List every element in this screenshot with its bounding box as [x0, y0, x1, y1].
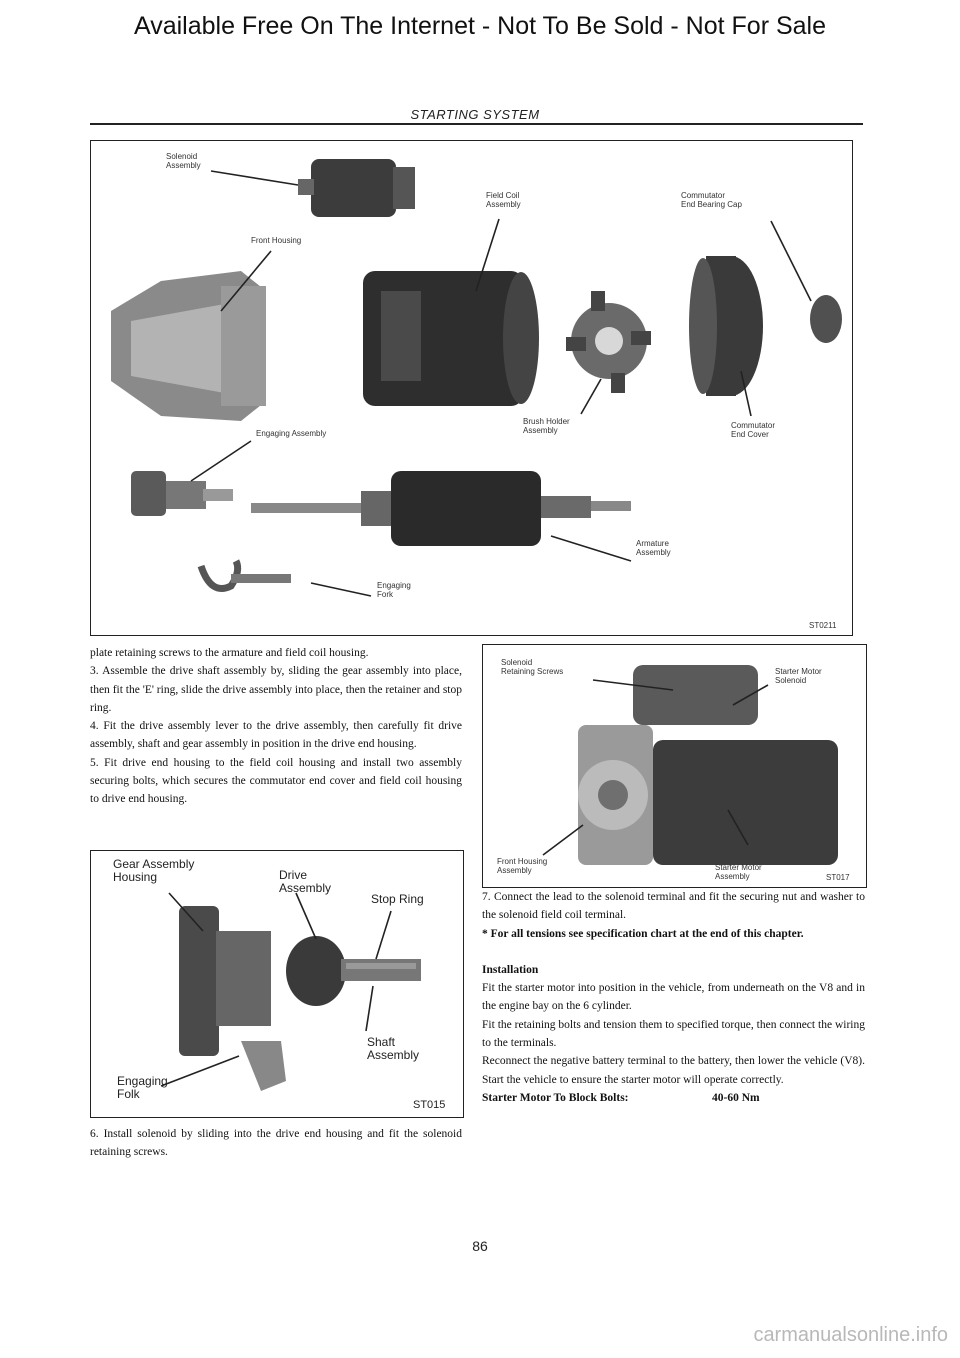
commutator-end-cover-image [689, 256, 763, 396]
install-step-2: Fit the retaining bolts and tension them to specified torque, then connect the wiring to the terminals. [482, 1018, 865, 1050]
exploded-starter-figure [90, 140, 853, 636]
label-field-coil-assembly: Field Coil Assembly [486, 191, 521, 209]
figure-code: ST017 [826, 873, 850, 882]
torque-spec-row [482, 1089, 865, 1107]
starter-motor-figure [482, 644, 867, 888]
label-drive-assembly: Drive Assembly [279, 868, 332, 895]
figure-code: ST015 [413, 1099, 446, 1111]
step-5: 5. Fit drive end housing to the field coil housing and install two assembly securing bolts, which secures the commutator end cover and field coil housing to drive end housing. [90, 756, 462, 806]
label-solenoid-assembly: Solenoid Assembly [166, 152, 201, 170]
left-column-text [90, 644, 462, 809]
label-engaging-fork: Engaging Fork [377, 581, 411, 599]
label-starter-motor-solenoid: Starter Motor Solenoid [775, 667, 822, 685]
label-armature-assembly: Armature Assembly [636, 539, 671, 557]
header-rule [90, 123, 863, 125]
watermark: carmanualsonline.info [753, 1324, 948, 1346]
tension-note: * For all tensions see specification chart at the end of this chapter. [482, 927, 804, 940]
front-housing-image [111, 271, 266, 421]
label-commutator-end-bearing-cap: Commutator End Bearing Cap [681, 191, 742, 209]
section-title: STARTING SYSTEM [410, 107, 540, 122]
step-3: 3. Assemble the drive shaft assembly by, sliding the gear assembly into place, then fit the 'E' ring, slide the drive assembly into place, then the retainer and stop ring. [90, 665, 462, 714]
armature-image [251, 471, 631, 546]
paragraph-continuation: plate retaining screws to the armature and field coil housing. [90, 647, 369, 659]
page-number: 86 [472, 1238, 488, 1254]
install-step-1: Fit the starter motor into position in the vehicle, from underneath on the V8 and in the engine bay on the 6 cylinder. [482, 982, 865, 1013]
solenoid-image [298, 159, 415, 217]
brush-holder-image [566, 291, 651, 393]
label-solenoid-retaining-screws: Solenoid Retaining Screws [501, 658, 564, 676]
label-engaging-fork: Engaging Folk [117, 1074, 168, 1101]
step-6: 6. Install solenoid by sliding into the drive end housing and fit the solenoid retaining screws. [90, 1128, 462, 1159]
label-gear-assembly-housing: Gear Assembly Housing [113, 857, 195, 884]
engaging-assembly-image [131, 471, 233, 516]
page-banner: Available Free On The Internet - Not To Be Sold - Not For Sale [133, 12, 827, 40]
label-front-housing: Front Housing [251, 236, 302, 245]
label-engaging-assembly: Engaging Assembly [256, 429, 327, 438]
label-brush-holder-assembly: Brush Holder Assembly [523, 417, 570, 435]
exploded-starter-illustration [91, 141, 852, 635]
step-7: 7. Connect the lead to the solenoid terminal and fit the securing nut and washer to the solenoid field coil terminal. [482, 891, 865, 922]
label-stop-ring: Stop Ring [371, 892, 424, 906]
label-starter-motor-assembly: Starter Motor Assembly [715, 863, 762, 881]
drive-assembly-figure [90, 850, 464, 1118]
engaging-fork-image [201, 561, 291, 589]
installation-heading: Installation [482, 963, 539, 976]
torque-value: 40-60 Nm [712, 1091, 760, 1104]
field-coil-image [363, 271, 539, 406]
label-shaft-assembly: Shaft Assembly [367, 1035, 420, 1062]
install-step-3: Reconnect the negative battery terminal to the battery, then lower the vehicle (V8). Start the vehicle to ensure the starter motor will operate correctly. [482, 1055, 865, 1086]
torque-label: Starter Motor To Block Bolts: [482, 1091, 629, 1104]
figure-code: ST0211 [809, 621, 837, 630]
step-4: 4. Fit the drive assembly lever to the drive assembly, then carefully fit drive assembly, shaft and gear assembly in position in the drive end housing. [90, 720, 462, 751]
label-commutator-end-cover: Commutator End Cover [731, 421, 776, 439]
right-column-text [482, 888, 865, 1107]
label-front-housing-assembly: Front Housing Assembly [497, 857, 548, 875]
bearing-cap-image [810, 295, 842, 343]
